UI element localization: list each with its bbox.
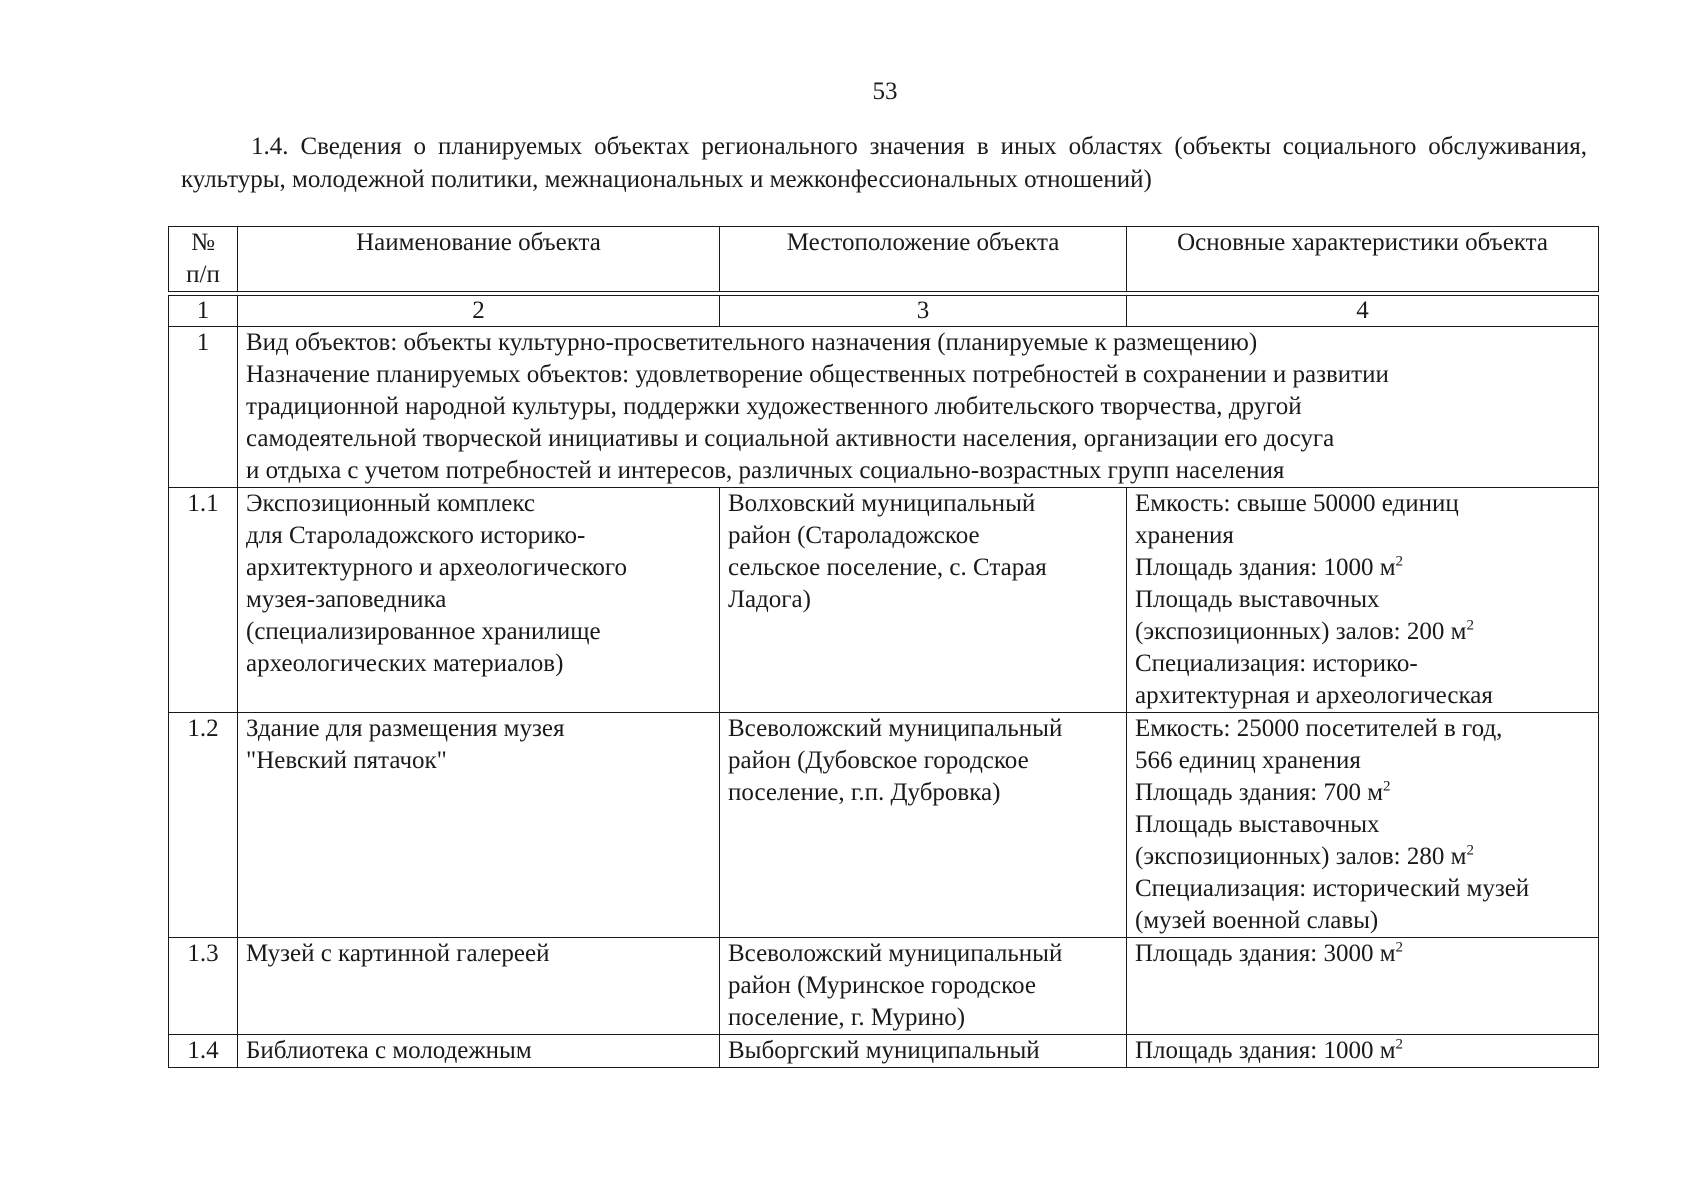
char-line <box>1135 938 1590 970</box>
object-name <box>238 938 720 1035</box>
header-characteristics: Основные характеристики объекта <box>1127 227 1599 292</box>
object-location <box>720 488 1127 713</box>
object-name <box>238 1035 720 1068</box>
square-superscript: 2 <box>1383 778 1391 795</box>
header-num-line1: № <box>191 229 215 256</box>
char-line: Специализация: историко- <box>1135 650 1418 677</box>
table-row <box>169 488 1599 713</box>
section-line: и отдыха с учетом потребностей и интересов, различных социально-возрастных групп населения <box>246 457 1285 484</box>
location-line: Ладога) <box>728 586 811 613</box>
name-line: архитектурного и археологического <box>246 554 628 581</box>
location-line: Выборгский муниципальный <box>728 1037 1040 1064</box>
char-line: Площадь выставочных <box>1135 586 1380 613</box>
section-num: 1 <box>169 327 238 488</box>
location-line: Всеволожский муниципальный <box>728 940 1063 967</box>
char-line: 566 единиц хранения <box>1135 747 1361 774</box>
location-line: Волховский муниципальный <box>728 490 1036 517</box>
header-num-line2: п/п <box>186 261 220 288</box>
name-line: археологических материалов) <box>246 650 564 677</box>
name-line: музея-заповедника <box>246 586 447 613</box>
section-line: Вид объектов: объекты культурно-просветительного назначения (планируемые к размещению) <box>246 329 1258 356</box>
hall-area-text: (экспозиционных) залов: 280 м <box>1135 843 1467 870</box>
section-description <box>238 327 1599 488</box>
char-line: (музей военной славы) <box>1135 907 1379 934</box>
column-number-row <box>169 296 1599 327</box>
objects-table <box>168 226 1599 1068</box>
row-num: 1.2 <box>169 713 238 938</box>
object-location <box>720 938 1127 1035</box>
location-line: поселение, г.п. Дубровка) <box>728 779 1001 806</box>
name-line: Экспозиционный комплекс <box>246 490 535 517</box>
name-line: для Староладожского историко- <box>246 522 586 549</box>
square-superscript: 2 <box>1395 553 1404 570</box>
name-line: "Невский пятачок" <box>246 747 447 774</box>
area-text: Площадь здания: 1000 м <box>1135 554 1396 581</box>
location-line: поселение, г. Мурино) <box>728 1004 966 1031</box>
area-text: Площадь здания: 1000 м <box>1135 1037 1396 1064</box>
column-number-4: 4 <box>1127 296 1599 327</box>
area-text: Площадь здания: 700 м <box>1135 779 1384 806</box>
section-row <box>169 327 1599 488</box>
char-line <box>1135 777 1590 809</box>
location-line: район (Муринское городское <box>728 972 1036 999</box>
column-number-3: 3 <box>720 296 1127 327</box>
table-row <box>169 1035 1599 1068</box>
section-line: традиционной народной культуры, поддержки художественного любительского творчества, другой <box>246 393 1302 420</box>
section-line: самодеятельной творческой инициативы и социальной активности населения, организации его досуга <box>246 425 1335 452</box>
header-name: Наименование объекта <box>238 227 720 292</box>
column-number-2: 2 <box>238 296 720 327</box>
column-number-1: 1 <box>169 296 238 327</box>
header-row <box>169 227 1599 292</box>
location-line: сельское поселение, с. Старая <box>728 554 1047 581</box>
row-num: 1.3 <box>169 938 238 1035</box>
name-line: Музей с картинной галереей <box>246 940 550 967</box>
square-superscript: 2 <box>1395 939 1404 956</box>
header-num <box>169 227 238 292</box>
area-text: Площадь здания: 3000 м <box>1135 940 1396 967</box>
name-line: (специализированное хранилище <box>246 618 601 645</box>
char-line: Площадь выставочных <box>1135 811 1380 838</box>
square-superscript: 2 <box>1395 1036 1404 1053</box>
location-line: Всеволожский муниципальный <box>728 715 1063 742</box>
object-location <box>720 1035 1127 1068</box>
char-line: Емкость: свыше 50000 единиц <box>1135 490 1459 517</box>
object-name <box>238 488 720 713</box>
name-line: Библиотека с молодежным <box>246 1037 532 1064</box>
section-line: Назначение планируемых объектов: удовлетворение общественных потребностей в сохранении и развитии <box>246 361 1389 388</box>
header-location: Местоположение объекта <box>720 227 1127 292</box>
row-num: 1.4 <box>169 1035 238 1068</box>
square-superscript: 2 <box>1466 617 1474 634</box>
char-line: Емкость: 25000 посетителей в год, <box>1135 715 1503 742</box>
object-characteristics <box>1127 713 1599 938</box>
char-line: архитектурная и археологическая <box>1135 682 1493 709</box>
name-line: Здание для размещения музея <box>246 715 565 742</box>
char-line <box>1135 552 1590 584</box>
table-row <box>169 713 1599 938</box>
object-location <box>720 713 1127 938</box>
char-line <box>1135 841 1590 873</box>
object-characteristics <box>1127 488 1599 713</box>
page-number: 53 <box>872 78 898 105</box>
char-line: Специализация: исторический музей <box>1135 875 1530 902</box>
location-line: район (Староладожское <box>728 522 980 549</box>
object-characteristics <box>1127 938 1599 1035</box>
location-line: район (Дубовское городское <box>728 747 1029 774</box>
object-characteristics <box>1127 1035 1599 1068</box>
table-row <box>169 938 1599 1035</box>
hall-area-text: (экспозиционных) залов: 200 м <box>1135 618 1467 645</box>
section-heading: 1.4. Сведения о планируемых объектах регионального значения в иных областях (объекты социального обслуживания, культуры, молодежной политики, межнациональных и межконфессиональных отношений) <box>181 133 1587 193</box>
row-num: 1.1 <box>169 488 238 713</box>
char-line <box>1135 616 1590 648</box>
char-line <box>1135 1035 1590 1067</box>
square-superscript: 2 <box>1466 842 1474 859</box>
char-line: хранения <box>1135 522 1234 549</box>
object-name <box>238 713 720 938</box>
